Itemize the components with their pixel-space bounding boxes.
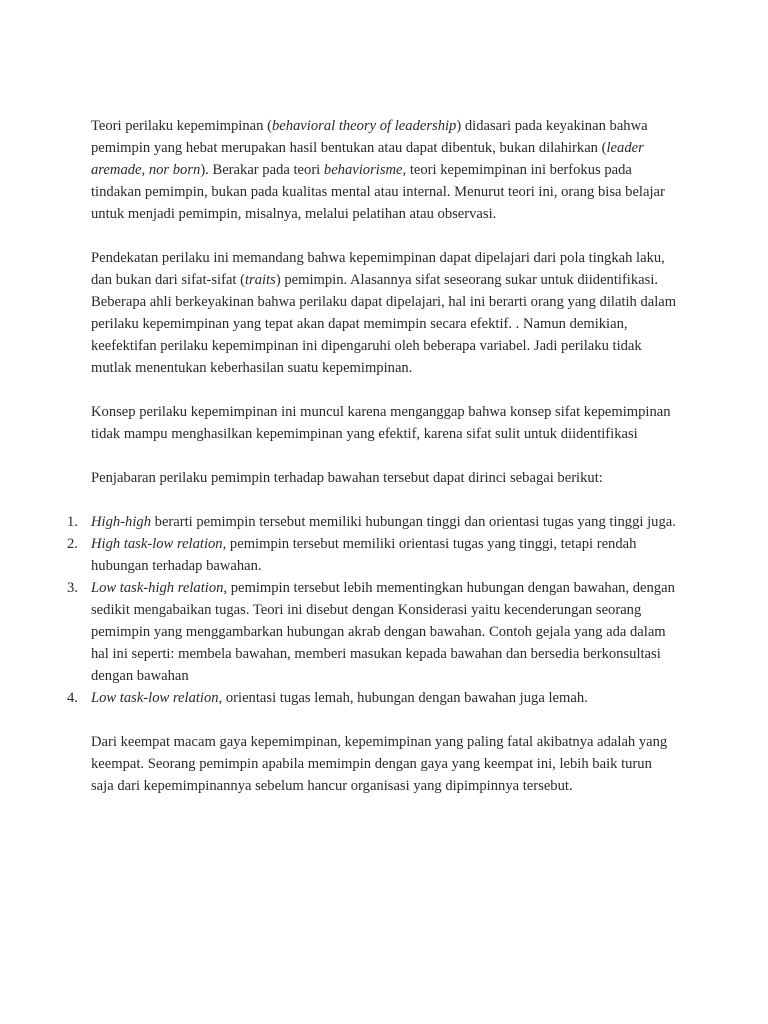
list-number: 1. (67, 514, 78, 530)
italic-term: behaviorisme, (323, 162, 407, 178)
text-run: ) didasari pada keyakinan bahwa pemimpin yang hebat merupakan hasil bentukan atau dapat dibentuk, bukan dilahirkan ( (91, 118, 648, 156)
italic-term: High task-low relation, (91, 536, 227, 552)
list-item (67, 577, 678, 687)
list-item (67, 511, 678, 533)
list-number: 3. (67, 580, 78, 596)
text-run: pemimpin tersebut lebih mementingkan hubungan dengan bawahan, dengan sedikit mengabaikan tugas. Teori ini disebut dengan Konsiderasi yaitu kecenderungan seorang pemimpin yang menggambarkan hubungan akrab dengan bawahan. Contoh gejala yang ada dalam hal ini seperti: membela bawahan, memberi masukan kepada bawahan dan bersedia berkonsultasi dengan bawahan (91, 580, 675, 684)
list-item (67, 687, 678, 709)
list-item (67, 533, 678, 577)
paragraph-conclusion: Dari keempat macam gaya kepemimpinan, kepemimpinan yang paling fatal akibatnya adalah yang keempat. Seorang pemimpin apabila memimpin dengan gaya yang keempat ini, lebih baik turun saja dari kepemimpinannya sebelum hancur organisasi yang dipimpinnya tersebut. (91, 734, 668, 794)
list-number: 4. (67, 690, 78, 706)
text-run: Pendekatan perilaku ini memandang bahwa kepemimpinan dapat dipelajari dari pola tingkah laku, dan bukan dari sifat-sifat ( (91, 250, 665, 288)
list-number: 2. (67, 536, 78, 552)
paragraph-list-intro: Penjabaran perilaku pemimpin terhadap bawahan tersebut dapat dirinci sebagai berikut: (91, 470, 603, 486)
leadership-style-list (67, 511, 678, 709)
italic-term: traits (245, 272, 276, 288)
paragraph-behavioral-theory (91, 115, 678, 225)
text-run: Teori perilaku kepemimpinan ( (91, 118, 272, 134)
italic-term: High-high (91, 514, 151, 530)
text-run: orientasi tugas lemah, hubungan dengan bawahan juga lemah. (222, 690, 588, 706)
paragraph-concept: Konsep perilaku kepemimpinan ini muncul karena menganggap bahwa konsep sifat kepemimpinan tidak mampu menghasilkan kepemimpinan yang efektif, karena sifat sulit untuk diidentifikasi (91, 404, 671, 442)
italic-term: behavioral theory of leadership (271, 118, 457, 134)
italic-term: Low task-high relation, (91, 580, 228, 596)
text-run: teori kepemimpinan ini berfokus pada tindakan pemimpin, bukan pada kualitas mental atau internal. Menurut teori ini, orang bisa belajar untuk menjadi pemimpin, misalnya, melalui pelatihan atau observasi. (91, 162, 665, 222)
italic-term: leader aremade, nor born (91, 140, 644, 178)
paragraph-behavioral-approach (91, 247, 678, 379)
text-run: ) pemimpin. Alasannya sifat seseorang sukar untuk diidentifikasi. Beberapa ahli berkeyakinan bahwa perilaku dapat dipelajari, hal ini berarti orang yang dilatih dalam perilaku kepemimpinan yang tepat akan dapat memimpin secara efektif. . Namun demikian, keefektifan perilaku kepemimpinan ini dipengaruhi oleh beberapa variabel. Jadi perilaku tidak mutlak menentukan keberhasilan suatu kepemimpinan. (91, 272, 677, 376)
text-run: ). Berakar pada teori (200, 162, 324, 178)
text-run: pemimpin tersebut memiliki orientasi tugas yang tinggi, tetapi rendah hubungan terhadap bawahan. (91, 536, 637, 574)
italic-term: Low task-low relation, (91, 690, 223, 706)
text-run: berarti pemimpin tersebut memiliki hubungan tinggi dan orientasi tugas yang tinggi juga. (151, 514, 676, 530)
